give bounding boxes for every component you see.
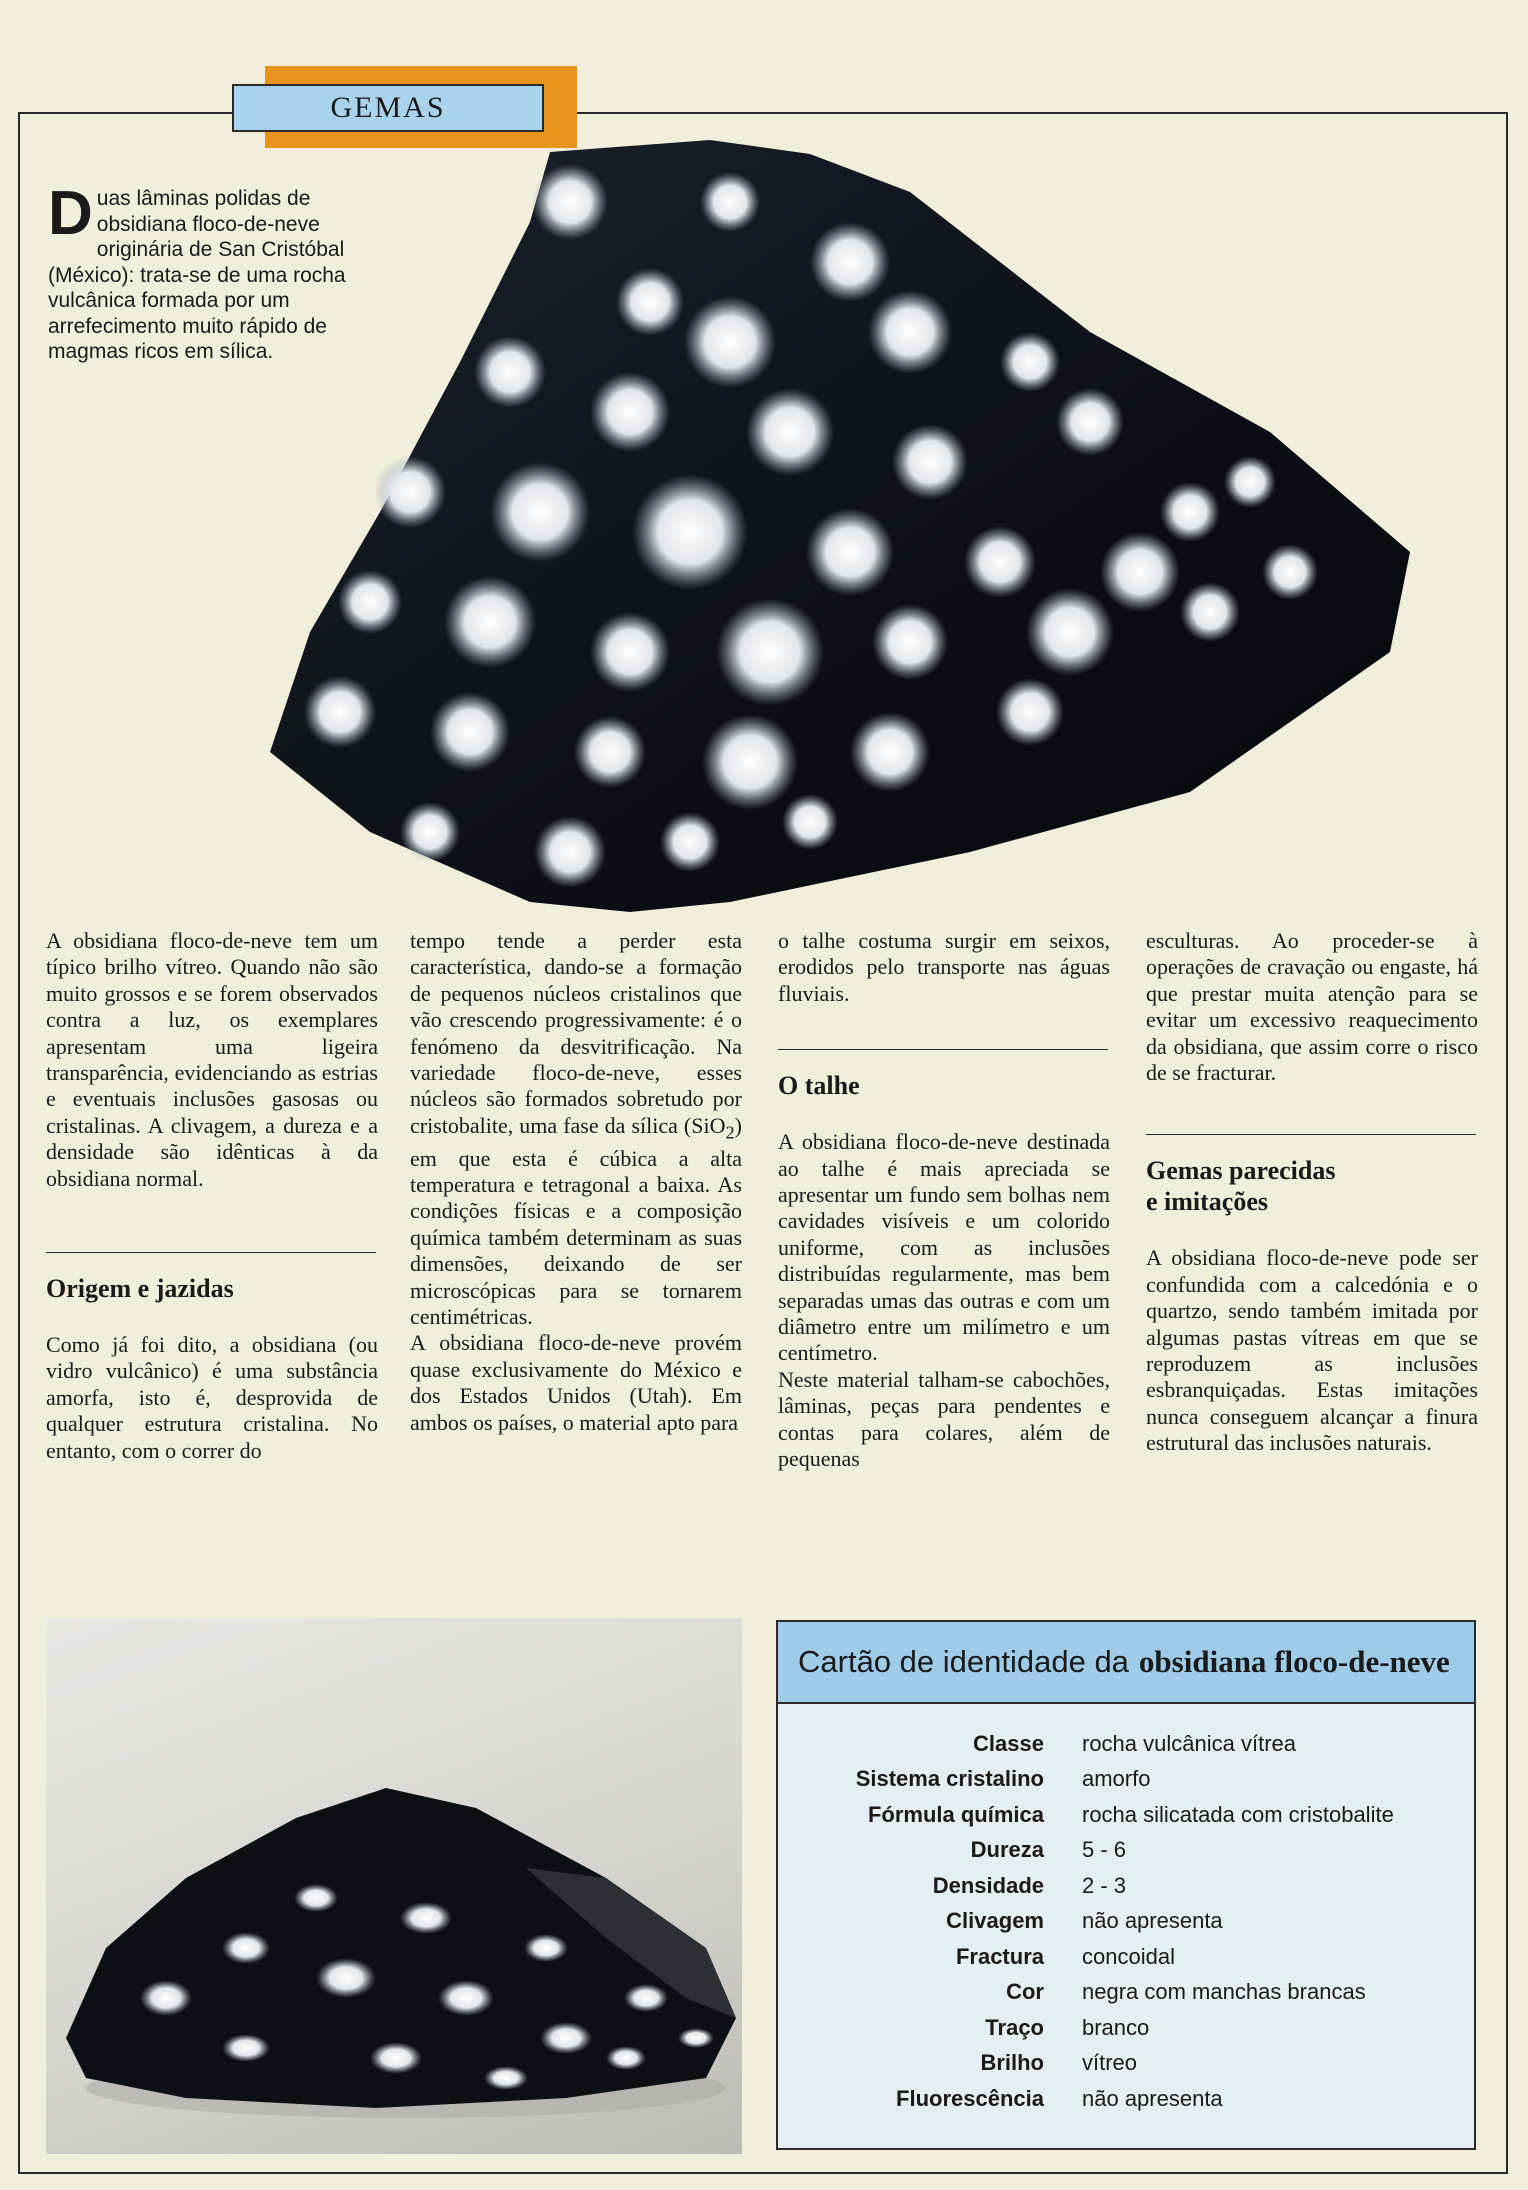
snowflake-spot: [532, 164, 608, 240]
heading-gemas-parecidas: [1146, 1155, 1478, 1217]
paragraph-cravacao: esculturas. Ao proceder-se à operações de cravação ou engaste, há que prestar muita atenção para se evitar um excessivo reaquecimento da obsidiana, que assim corre o risco de se fracturar.: [1146, 928, 1478, 1086]
heading-line-2: e imitações: [1146, 1187, 1269, 1217]
snowflake-spot: [964, 526, 1036, 598]
text-part-a: tempo tende a perder esta característica, dando-se a formação de pequenos núcleos cristalinos que vão crescendo progressivamente: é o fenómeno da desvitrificação. Na variedade floco-de-neve, esses núcleos são formados sobretudo por cristobalite, uma fase da sílica (SiO: [410, 928, 742, 1138]
card-row-value: rocha silicatada com cristobalite: [1082, 1801, 1394, 1827]
card-row-label: Fluorescência: [896, 2085, 1044, 2111]
snowflake-spot: [524, 1934, 568, 1962]
card-row-value: rocha vulcânica vítrea: [1082, 1730, 1296, 1756]
hero-photo-snowflake-obsidian: [210, 132, 1430, 912]
snowflake-spot: [684, 296, 776, 388]
card-row-value: concoidal: [1082, 1943, 1175, 1969]
section-title: GEMAS: [330, 91, 446, 124]
snowflake-spot: [474, 336, 546, 408]
snowflake-spot: [590, 612, 670, 692]
heading-origem: Origem e jazidas: [46, 1274, 234, 1304]
card-row-label: Cor: [1006, 1979, 1044, 2005]
snowflake-spot: [746, 388, 834, 476]
identity-card-title: [778, 1622, 1474, 1704]
card-row-label: Clivagem: [946, 1908, 1044, 1934]
snowflake-spot: [1180, 582, 1240, 642]
card-row: [778, 1762, 1474, 1798]
snowflake-spot: [782, 794, 838, 850]
snowflake-spot: [490, 462, 590, 562]
snowflake-spot: [370, 2042, 422, 2074]
column-4: [1146, 928, 1478, 1457]
paragraph-origem: Como já foi dito, a obsidiana (ou vidro vulcânico) é uma substância amorfa, isto é, desprovida de qualquer estrutura cristalina. No entanto, com o correr do: [46, 1332, 378, 1463]
card-row-value: negra com manchas brancas: [1082, 1979, 1366, 2005]
card-row-label: Sistema cristalino: [855, 1766, 1044, 1792]
snowflake-spot: [316, 1958, 376, 1998]
snowflake-spot: [574, 716, 646, 788]
card-row-value: 5 - 6: [1082, 1837, 1127, 1863]
card-title-bold: obsidiana floco-de-neve: [1138, 1644, 1450, 1679]
snowflake-spot: [868, 290, 952, 374]
snowflake-spot: [1160, 482, 1220, 542]
card-row: [778, 2010, 1474, 2046]
column-2: [410, 928, 742, 1436]
snowflake-spot: [616, 268, 684, 336]
card-row-label: Classe: [973, 1730, 1044, 1756]
card-row-label: Fractura: [955, 1943, 1044, 1969]
section-divider: [1146, 1134, 1476, 1135]
section-header: [232, 84, 544, 132]
card-row-label: Densidade: [932, 1872, 1044, 1898]
card-row: [778, 1797, 1474, 1833]
snowflake-spot: [338, 570, 402, 634]
section-divider: [46, 1252, 376, 1253]
card-row: [778, 1939, 1474, 1975]
heading-line-1: Gemas parecidas: [1146, 1156, 1336, 1186]
snowflake-spot: [590, 372, 670, 452]
card-row: [778, 2081, 1474, 2117]
snowflake-spot: [374, 456, 446, 528]
card-row: [778, 1868, 1474, 1904]
snowflake-spot: [140, 1980, 192, 2016]
column-1: [46, 928, 378, 1464]
paragraph-talhe: A obsidiana floco-de-neve destinada ao talhe é mais apreciada se apresentar um fundo sem bolhas nem cavidades visíveis e um colorido uniforme, com as inclusões distribuídas regularmente, mas bem separadas umas das outras e com um diâmetro entre um milímetro e um centímetro.: [778, 1129, 1110, 1366]
paragraph-brilho: A obsidiana floco-de-neve tem um típico brilho vítreo. Quando não são muito grossos e se forem observados contra a luz, os exemplares apresentam uma ligeira transparência, evidenciando as estrias e eventuais inclusões gasosas ou cristalinas. A clivagem, a dureza e a densidade são idênticas à da obsidiana normal.: [46, 928, 378, 1191]
paragraph-seixos: o talhe costuma surgir em seixos, erodidos pelo transporte nas águas fluviais.: [778, 928, 1110, 1006]
text-part-b: ) em que esta é cúbica a alta temperatura e tetragonal a baixa. As condições físicas e a composição química também determinam as suas dimensões, deixando de ser microscópicas para se tornarem centimétricas.: [410, 1112, 742, 1330]
card-row: [778, 1833, 1474, 1869]
column-3: [778, 928, 1110, 1473]
secondary-photo-stone: [46, 1618, 742, 2154]
section-divider: [778, 1049, 1108, 1050]
snowflake-spot: [606, 2046, 646, 2070]
subscript-2: 2: [725, 1122, 735, 1143]
card-row-value: 2 - 3: [1082, 1872, 1127, 1898]
card-row-label: Dureza: [970, 1837, 1044, 1863]
heading-talhe: O talhe: [778, 1071, 860, 1101]
card-row: [778, 1726, 1474, 1762]
snowflake-spot: [1056, 388, 1124, 456]
identity-card: [776, 1620, 1476, 2150]
card-row-label: Traço: [985, 2014, 1044, 2040]
snowflake-spot: [294, 1884, 338, 1912]
snowflake-spot: [700, 172, 760, 232]
card-row: [778, 2046, 1474, 2082]
card-row-label: Brilho: [980, 2050, 1044, 2076]
snowflake-spot: [1224, 456, 1276, 508]
card-row-value: não apresenta: [1082, 1908, 1223, 1934]
card-row: [778, 1904, 1474, 1940]
snowflake-spot: [678, 2028, 714, 2048]
secondary-photo-obsidian: [46, 1618, 742, 2154]
snowflake-spot: [1100, 532, 1180, 612]
snowflake-spot: [534, 816, 606, 888]
card-row-value: vítreo: [1082, 2050, 1138, 2076]
snowflake-spot: [624, 1984, 668, 2012]
card-row: [778, 1975, 1474, 2011]
snowflake-spot: [540, 2022, 592, 2054]
snowflake-spot: [702, 714, 798, 810]
paragraph-desvitrificacao: [410, 928, 742, 1330]
snowflake-spot: [660, 812, 720, 872]
card-row-label: Fórmula química: [867, 1801, 1044, 1827]
snowflake-spot: [400, 802, 460, 862]
paragraph-pecas: Neste material talham-se cabochões, lâminas, peças para pendentes e contas para colares, além de pequenas: [778, 1366, 1110, 1472]
snowflake-spot: [850, 712, 930, 792]
snowflake-spot: [872, 604, 948, 680]
snowflake-spot: [438, 1980, 494, 2016]
snowflake-spot: [1000, 332, 1060, 392]
snowflake-spot: [996, 678, 1064, 746]
paragraph-proveniencia: A obsidiana floco-de-neve provém quase exclusivamente do México e dos Estados Unidos (Utah). Em ambos os países, o material apto para: [410, 1330, 742, 1435]
caption-text: uas lâminas polidas de obsidiana floco-de-neve originária de San Cristóbal (México): trata-se de uma rocha vulcânica formada por um arrefecimento muito rápido de magmas ricos em sílica.: [48, 187, 346, 363]
snowflake-spot: [810, 222, 890, 302]
card-row-value: amorfo: [1082, 1766, 1151, 1792]
card-row-value: não apresenta: [1082, 2085, 1223, 2111]
snowflake-spot: [484, 2066, 528, 2090]
snowflake-spot: [430, 692, 510, 772]
snowflake-spot: [716, 598, 824, 706]
snowflake-spot: [892, 424, 968, 500]
snowflake-spot: [1262, 544, 1318, 600]
snowflake-spot: [304, 676, 376, 748]
snowflake-spot: [222, 2034, 270, 2062]
snowflake-spot: [1026, 588, 1114, 676]
paragraph-imitacoes: A obsidiana floco-de-neve pode ser confundida com a calcedónia e o quartzo, sendo também imitada por algumas pastas vítreas em que se reproduzem as inclusões esbranquiçadas. Estas imitações nunca conseguem alcançar a finura estrutural das inclusões naturais.: [1146, 1245, 1478, 1456]
photo-caption: [48, 179, 348, 365]
card-row-value: branco: [1082, 2014, 1150, 2040]
card-title-prefix: Cartão de identidade da: [798, 1644, 1129, 1679]
snowflake-spot: [632, 474, 748, 590]
snowflake-spot: [400, 1902, 452, 1934]
snowflake-spot: [806, 508, 894, 596]
snowflake-spot: [444, 576, 536, 668]
snowflake-spot: [222, 1932, 270, 1964]
identity-card-rows: [778, 1704, 1474, 2117]
caption-dropcap: D: [48, 179, 93, 248]
